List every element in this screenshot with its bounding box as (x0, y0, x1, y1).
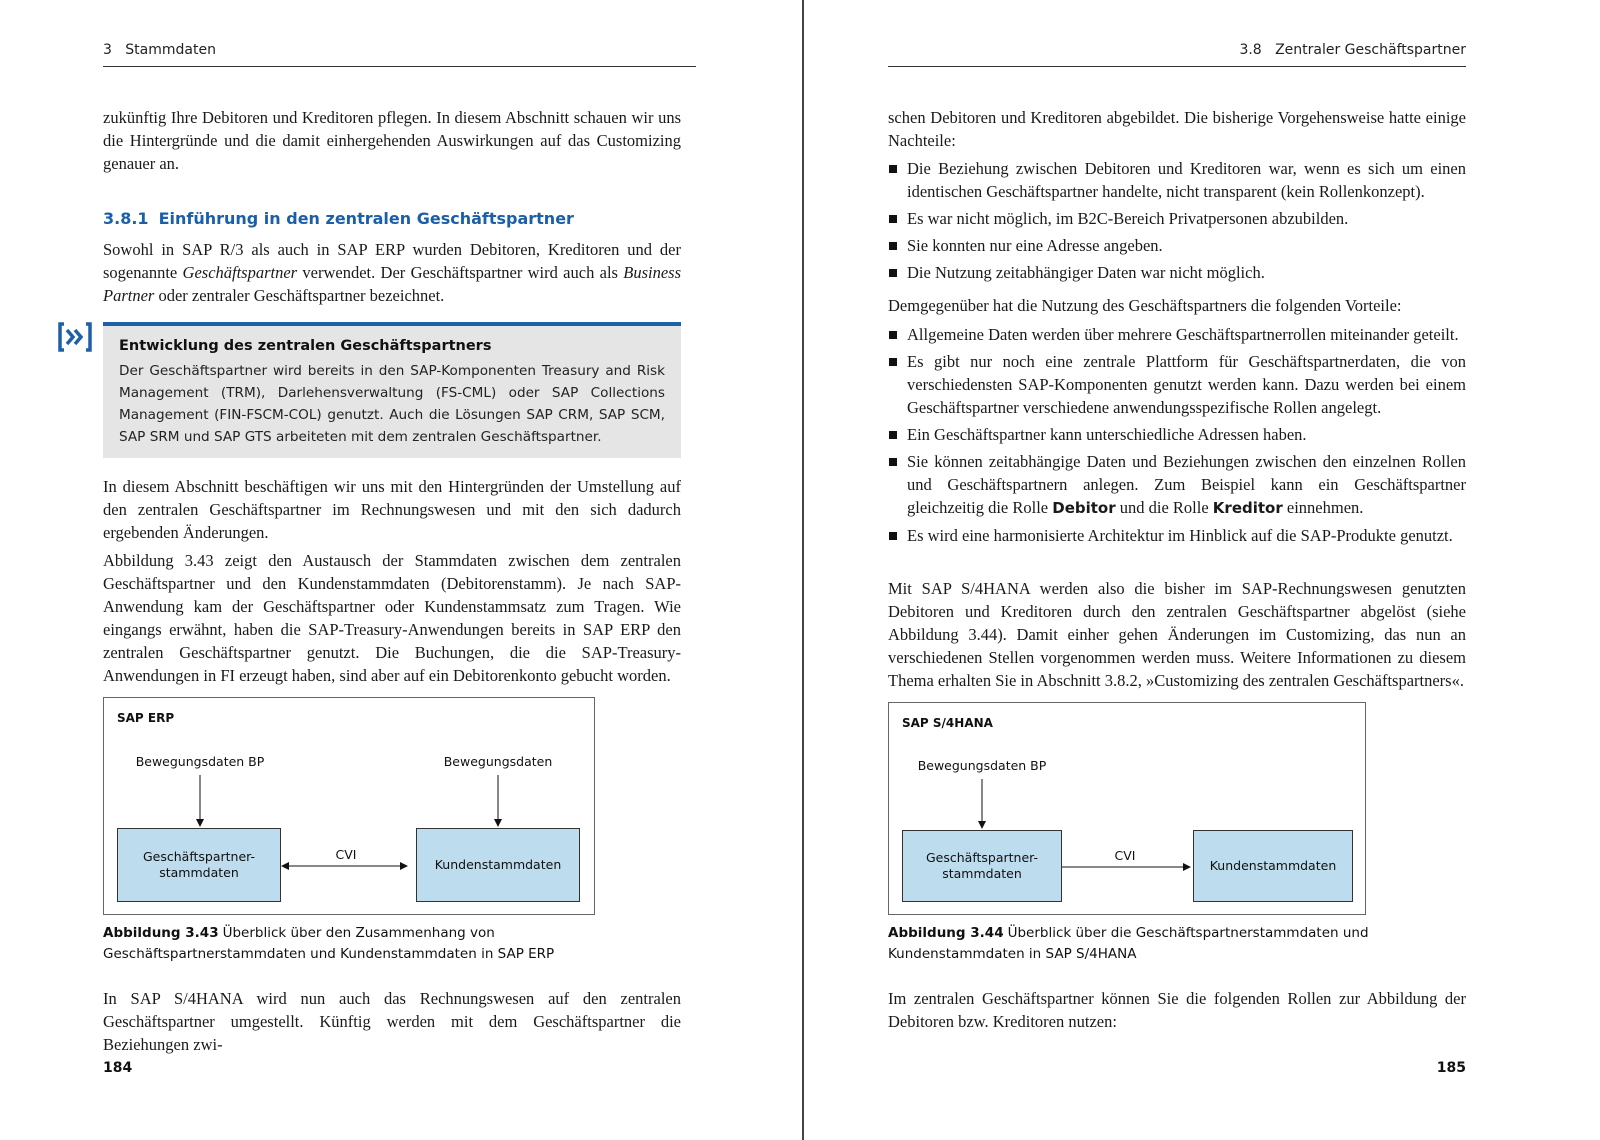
caption-text: Überblick über die Geschäftspartnerstammdaten und Kundenstammdaten in SAP S/4HANA (888, 925, 1369, 962)
section-number-head: 3.8 (1239, 42, 1262, 58)
list-item-text: Die Nutzung zeitabhängiger Daten war nicht möglich. (907, 263, 1265, 282)
page-number-right: 185 (1436, 1060, 1466, 1076)
info-box-text: Der Geschäftspartner wird bereits in den SAP-Komponenten Treasury and Risk Management (TRM), Darlehensverwaltung (FS-CML) oder SAP Collections Management (FIN-FSCM-COL) genutzt. Auch die Lösungen SAP CRM, SAP SCM, SAP SRM und SAP GTS arbeiteten mit dem zentralen Geschäftspartner. (119, 363, 665, 445)
info-arrow-icon (58, 322, 92, 352)
list-item (888, 261, 1466, 284)
list-item (888, 157, 1466, 203)
figure-sap-s4hana (888, 702, 1366, 915)
list-item (888, 423, 1466, 446)
box-customer-master-data: Kundenstammdaten (416, 828, 580, 902)
advantages-intro: Demgegenüber hat die Nutzung des Geschäftspartners die folgenden Vorteile: (888, 296, 1402, 315)
box-business-partner-data: Geschäftspartner- stammdaten (902, 830, 1062, 902)
figure-top-left-label: Bewegungsdaten BP (917, 758, 1047, 773)
bullet-square-icon (889, 242, 897, 250)
box-business-partner-data: Geschäftspartner- stammdaten (117, 828, 281, 902)
info-box-title: Entwicklung des zentralen Geschäftspartners (119, 338, 492, 354)
bullet-square-icon (889, 532, 897, 540)
p1-text-b: verwendet. Der Geschäftspartner wird auch als (297, 263, 624, 282)
list-item (888, 323, 1466, 346)
left-page (0, 0, 780, 1140)
list-item-text: Es wird eine harmonisierte Architektur im Hinblick auf die SAP-Produkte genutzt. (907, 526, 1453, 545)
section-title-head: Zentraler Geschäftspartner (1275, 42, 1466, 58)
list-item-text: Allgemeine Daten werden über mehrere Geschäftspartnerrollen miteinander geteilt. (907, 325, 1459, 344)
figure-cvi-label: CVI (1114, 848, 1136, 863)
info-box (103, 322, 681, 458)
list-item-text: und die Rolle (1115, 498, 1213, 517)
bullet-square-icon (889, 331, 897, 339)
p1-text-a: Sowohl in SAP R/3 als auch in SAP ERP wurden Debitoren, Kreditoren und der sogenannte (103, 240, 681, 282)
intro-paragraph: schen Debitoren und Kreditoren abgebildet. Die bisherige Vorgehensweise hatte einige Nachteile: (888, 108, 1466, 150)
running-head-right (888, 42, 1466, 58)
advantages-list (888, 323, 1466, 551)
list-item-text: einnehmen. (1282, 498, 1364, 517)
list-item-text: Sie können zeitabhängige Daten und Beziehungen zwischen den einzelnen Rollen und Geschäftspartnern anlegen. Zum Beispiel kann ein Geschäftspartner gleichzeitig die Rolle (907, 452, 1466, 517)
paragraph-1 (103, 238, 681, 307)
header-rule (888, 66, 1466, 67)
caption-text: Überblick über den Zusammenhang von Geschäftspartnerstammdaten und Kundenstammdaten in SAP ERP (103, 925, 555, 962)
section-title: Einführung in den zentralen Geschäftspartner (158, 209, 574, 228)
disadvantages-list (888, 157, 1466, 288)
figure-system-label: SAP S/4HANA (902, 716, 993, 730)
figure-top-left-label: Bewegungsdaten BP (135, 754, 265, 769)
bullet-square-icon (889, 358, 897, 366)
paragraph-after-list: Mit SAP S/4HANA werden also die bisher im SAP-Rechnungswesen genutzten Debitoren und Kreditoren durch den zentralen Geschäftspartner abgelöst (siehe Abbildung 3.44). Damit einher gehen Änderungen im Customizing, das nun an verschiedenen Stellen vorgenommen werden muss. Weitere Informationen zu diesem Thema erhalten Sie in Abschnitt 3.8.2, »Customizing des zentralen Geschäftspartners«. (888, 579, 1466, 690)
section-heading (103, 209, 681, 228)
list-item (888, 350, 1466, 419)
list-item-text: Ein Geschäftspartner kann unterschiedliche Adressen haben. (907, 425, 1307, 444)
bullet-square-icon (889, 269, 897, 277)
list-item-text: Es gibt nur noch eine zentrale Plattform für Geschäftspartnerdaten, die von verschiedensten SAP-Komponenten genutzt werden kann. Dazu werden bei einem Geschäftspartner verschiedene anwendungsspezifische Rollen angelegt. (907, 352, 1466, 417)
chapter-title: Stammdaten (125, 42, 216, 58)
bullet-square-icon (889, 165, 897, 173)
bullet-square-icon (889, 458, 897, 466)
intro-paragraph: zukünftig Ihre Debitoren und Kreditoren pflegen. In diesem Abschnitt schauen wir uns die Hintergründe und die damit einhergehenden Auswirkungen auf das Customizing genauer an. (103, 108, 681, 173)
list-item-text: Die Beziehung zwischen Debitoren und Kreditoren war, wenn es sich um einen identischen Geschäftspartner handelte, nicht transparent (kein Rollenkonzept). (907, 159, 1466, 201)
list-item (888, 234, 1466, 257)
figure-system-label: SAP ERP (117, 711, 175, 725)
figure-caption-3-43 (103, 923, 683, 965)
bullet-square-icon (889, 215, 897, 223)
figure-sap-erp (103, 697, 595, 915)
chapter-number: 3 (103, 42, 112, 58)
list-item (888, 524, 1466, 547)
paragraph-final: Im zentralen Geschäftspartner können Sie die folgenden Rollen zur Abbildung der Debitoren bzw. Kreditoren nutzen: (888, 989, 1466, 1031)
p1-emphasis-1: Geschäftspartner (182, 263, 298, 282)
list-item (888, 450, 1466, 520)
header-rule (103, 66, 696, 67)
figure-caption-3-44 (888, 923, 1466, 965)
role-debitor: Debitor (1052, 499, 1116, 517)
right-page (803, 0, 1583, 1140)
caption-label: Abbildung 3.44 (888, 925, 1004, 941)
p1-text-c: oder zentraler Geschäftspartner bezeichnet. (154, 286, 445, 305)
page-number-left: 184 (103, 1060, 133, 1076)
caption-label: Abbildung 3.43 (103, 925, 219, 941)
box-customer-master-data: Kundenstammdaten (1193, 830, 1353, 902)
list-item-text: Es war nicht möglich, im B2C-Bereich Privatpersonen abzubilden. (907, 209, 1349, 228)
figure-top-right-label: Bewegungsdaten (443, 754, 553, 769)
role-kreditor: Kreditor (1212, 499, 1283, 517)
paragraph-3: Abbildung 3.43 zeigt den Austausch der Stammdaten zwischen dem zentralen Geschäftspartner und den Kundenstammdaten (Debitorenstamm). Je nach SAP-Anwendung kam der Geschäftspartner oder Kundenstammsatz zum Tragen. Wie eingangs erwähnt, haben die SAP-Treasury-Anwendungen bereits in SAP ERP den zentralen Geschäftspartner genutzt. Die Buchungen, die die SAP-Treasury-Anwendungen in FI erzeugt haben, sind aber auf ein Debitorenkonto gebucht worden. (103, 551, 681, 685)
figure-cvi-label: CVI (335, 847, 357, 862)
p1-emphasis-2: Business Partner (103, 263, 681, 305)
paragraph-2: In diesem Abschnitt beschäftigen wir uns mit den Hintergründen der Umstellung auf den zentralen Geschäftspartner im Rechnungswesen und mit den sich dadurch ergebenden Änderungen. (103, 477, 681, 542)
running-head-left (103, 42, 216, 58)
paragraph-4: In SAP S/4HANA wird nun auch das Rechnungswesen auf den zentralen Geschäftspartner umgestellt. Künftig werden mit dem Geschäftspartner die Beziehungen zwi- (103, 989, 681, 1054)
list-item-text: Sie konnten nur eine Adresse angeben. (907, 236, 1163, 255)
bullet-square-icon (889, 431, 897, 439)
section-number: 3.8.1 (103, 209, 149, 228)
list-item (888, 207, 1466, 230)
